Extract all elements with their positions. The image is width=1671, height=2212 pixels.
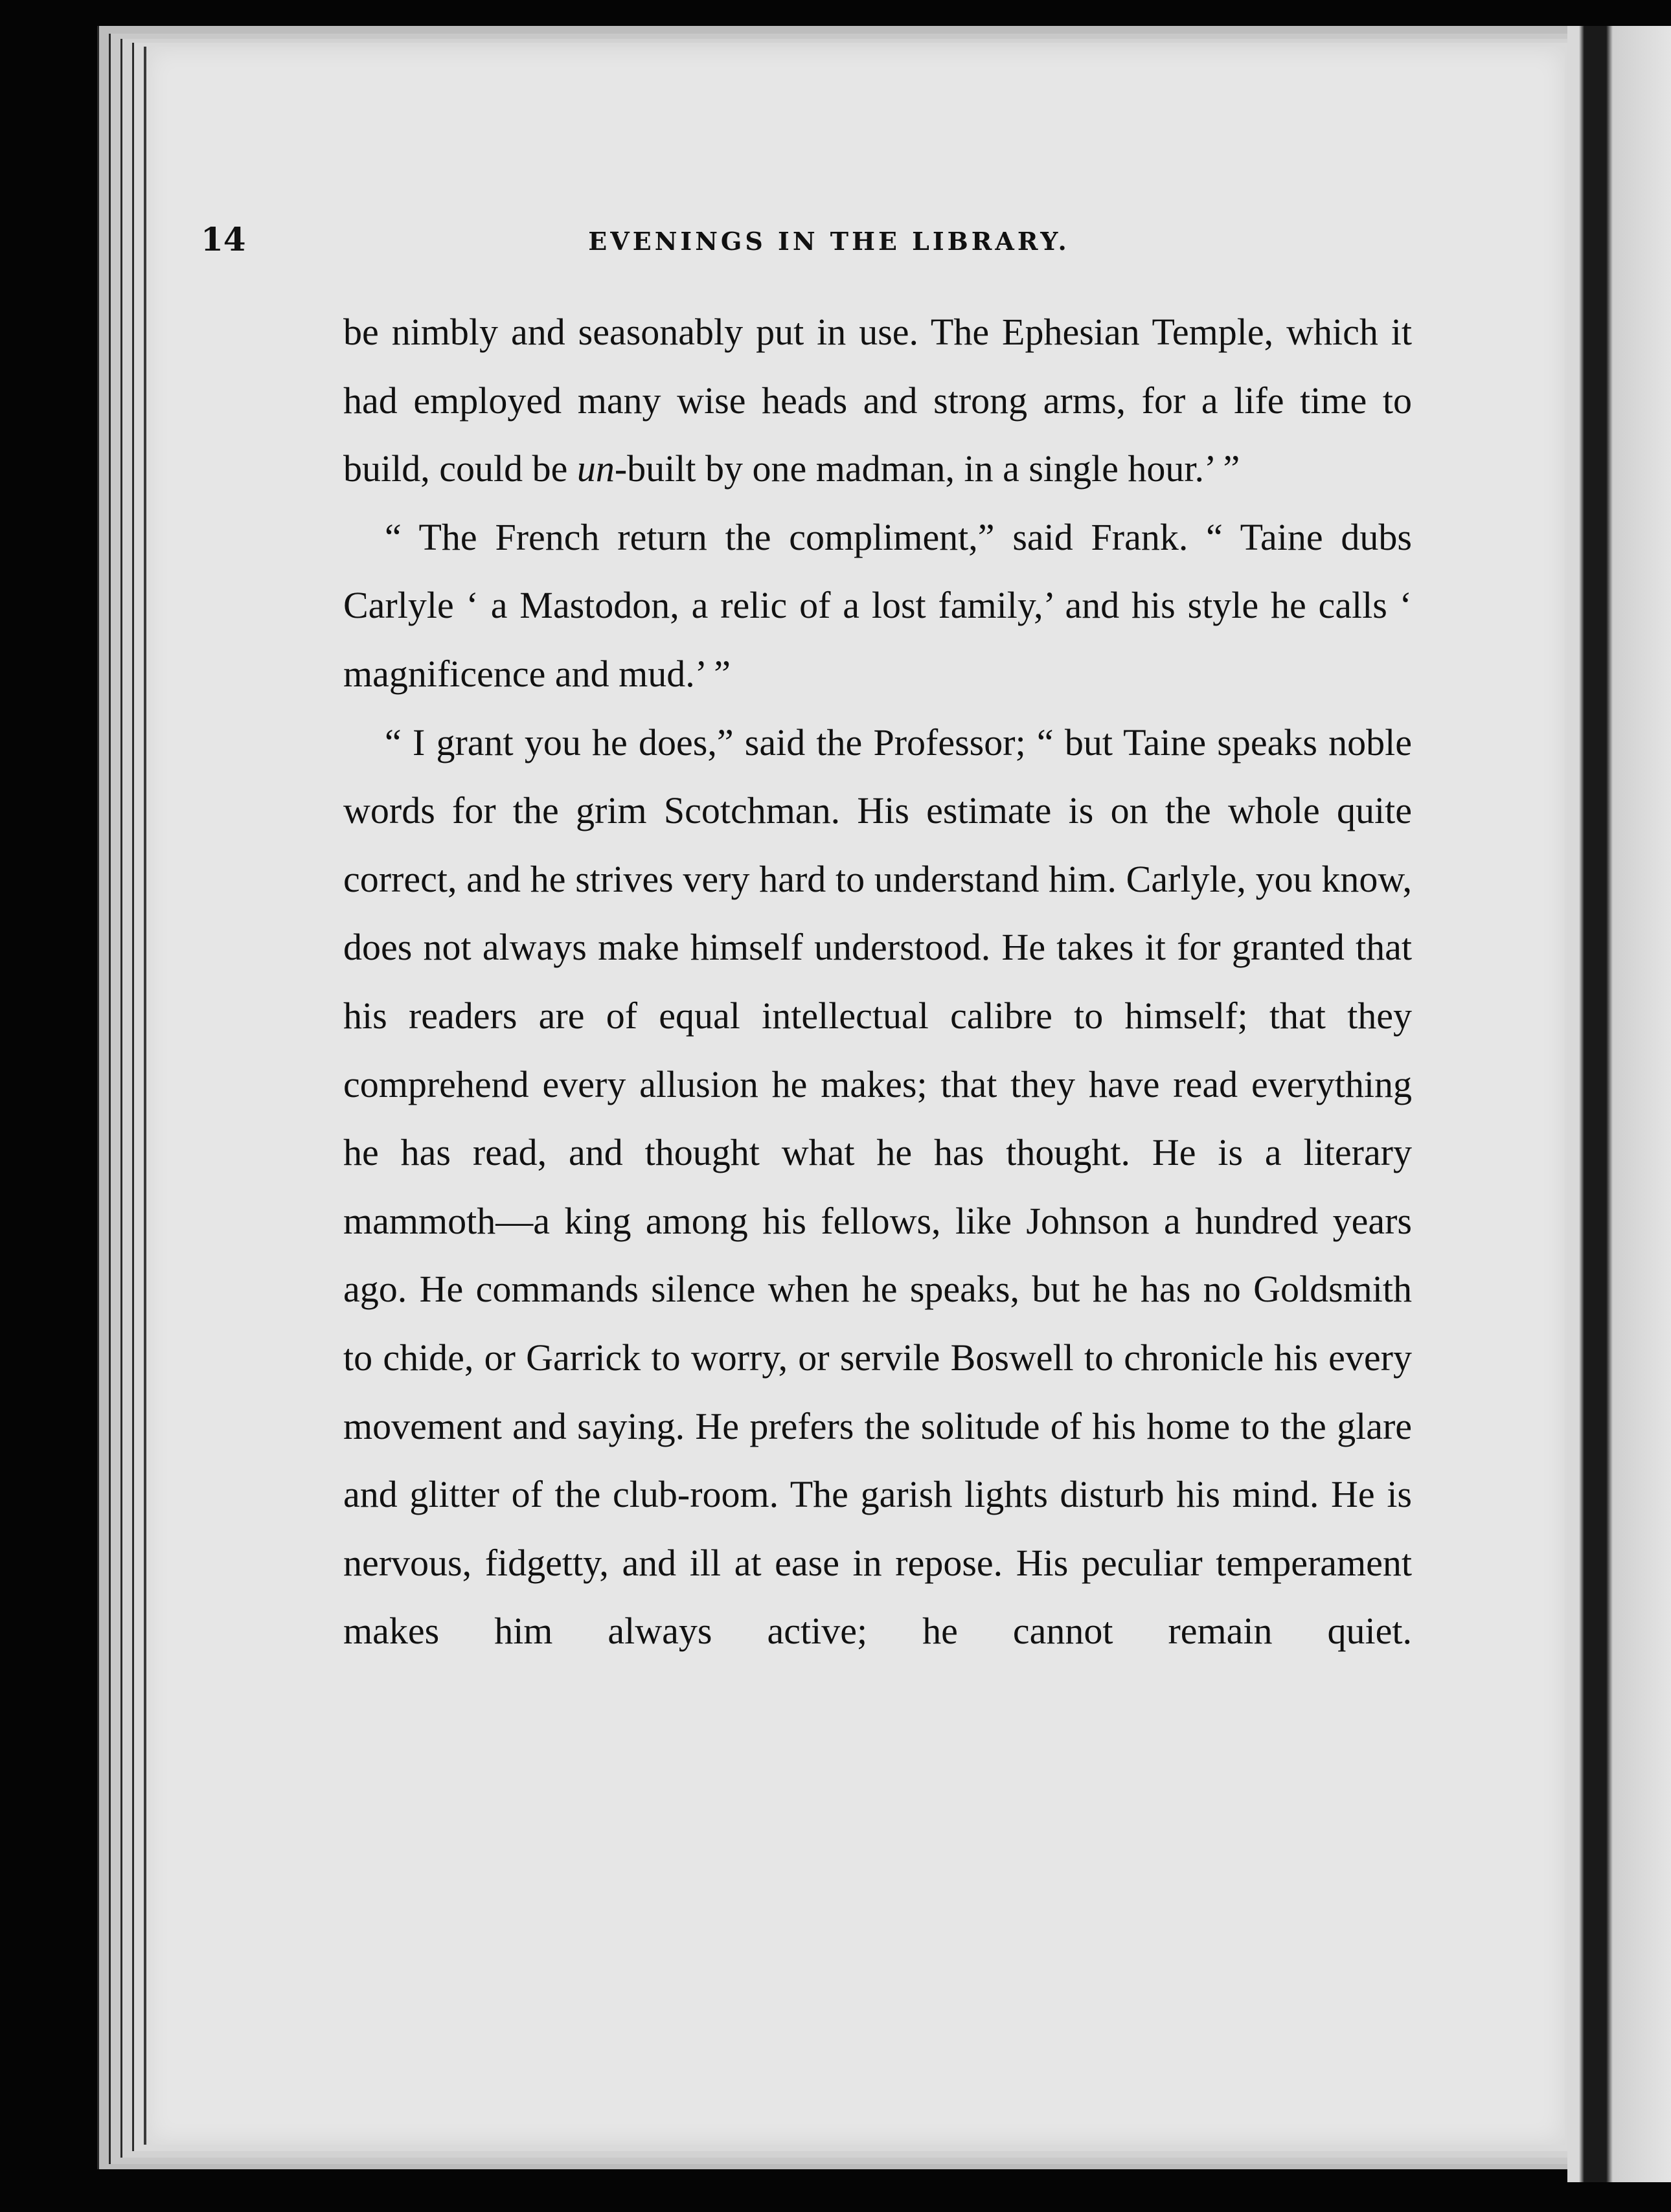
paragraph: “ I grant you he does,” said the Professor; “ but Taine speaks noble words for the grim Scotchman. His estimate is on the whole quite correct, and he strives very hard to understand him. Carlyle, you know, does not always make himself understood. He takes it for granted that his readers are of equal intellectual calibre to himself; that they comprehend every allusion he makes; that they have read everything he has read, and thought what he has thought. He is a literary mammoth—a king among his fellows, like Johnson a hundred years ago. He commands silence when he speaks, but he has no Goldsmith to chide, or Garrick to worry, or servile Boswell to chronicle his every movement and saying. He prefers the solitude of his home to the glare and glitter of the club-room. The garish lights disturb his mind. He is nervous, fidgetty, and ill at ease in repose. His peculiar temperament makes him always active; he cannot remain quiet. bbox=[343, 721, 1412, 1653]
italic-text: un bbox=[576, 447, 615, 490]
body-text bbox=[343, 298, 1412, 1665]
running-title: EVENINGS IN THE LIBRARY. bbox=[588, 227, 1070, 256]
page-number: 14 bbox=[201, 220, 246, 258]
paragraph-text: -built by one madman, in a single hour.’ ” bbox=[614, 447, 1240, 490]
page-header bbox=[201, 220, 1412, 259]
book-right-edge bbox=[1567, 26, 1671, 2182]
paragraph-text: be nimbly and seasonably put in use. The Ephesian Temple, which it had employed many wise heads and strong arms, for a life time to build, could be bbox=[343, 311, 1412, 490]
paragraph: “ The French return the compliment,” said Frank. “ Taine dubs Carlyle ‘ a Mastodon, a relic of a lost family,’ and his style he calls ‘ magnificence and mud.’ ” bbox=[343, 515, 1412, 695]
paragraph bbox=[343, 298, 1412, 503]
